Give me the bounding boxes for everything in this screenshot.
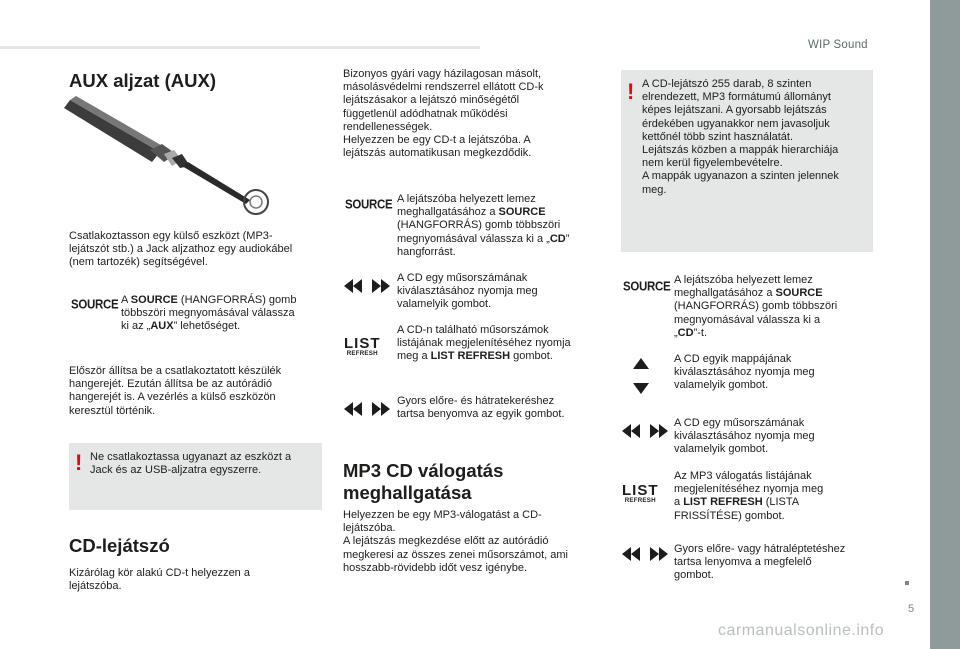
cd-track-select-text: A CD egy műsorszámának kiválasztásához nyomja meg valamelyik gombot. — [397, 272, 538, 311]
source-button-icon: SOURCE — [345, 198, 393, 212]
cd-list-refresh-text: A CD-n található műsorszámok listájának megjelenítéséhez nyomja meg a LIST REFRESH gombot. — [397, 324, 571, 363]
fast-forward-rewind-icon — [344, 402, 390, 416]
mp3-folder-select-text: A CD egyik mappájának kiválasztásához nyomja meg valamelyik gombot. — [674, 353, 815, 392]
top-rule — [0, 46, 480, 49]
cd-source-instruction: A lejátszóba helyezett lemez meghallgatásához a SOURCE (HANGFORRÁS) gomb többszöri megnyomásával válassza ki a „CD” hangforrást. — [397, 193, 570, 258]
mp3-intro: Helyezzen be egy MP3-válogatást a CD- lejátszóba. A lejátszás megkezdése előtt az autórádió megkeresi az összes zenei műsorszámot, ami hosszabb-rövidebb időt vesz igénybe. — [343, 509, 568, 574]
mp3-track-select-text: A CD egy műsorszámának kiválasztásához nyomja meg valamelyik gombot. — [674, 417, 815, 456]
page-number: 5 — [908, 603, 915, 615]
cd-intro: Kizárólag kör alakú CD-t helyezzen a lejátszóba. — [69, 567, 250, 593]
seek-buttons-icon — [622, 424, 668, 438]
list-refresh-icon: LIST REFRESH — [344, 335, 381, 357]
header-label: WIP Sound — [808, 39, 868, 51]
warning-icon: ! — [627, 79, 635, 104]
aux-warning-text: Ne csatlakoztassa ugyanazt az eszközt a Jack és az USB-aljzatra egyszerre. — [90, 451, 292, 477]
source-button-icon: SOURCE — [71, 298, 119, 312]
watermark: carmanualsonline.info — [718, 622, 885, 639]
mp3-warning-text: A CD-lejátszó 255 darab, 8 szinten elrendezett, MP3 formátumú állományt képes lejátszani. A gyorsabb lejátszás érdekében ugyanakkor nem javasoljuk kettőnél több szint használatát. Lejátszás közben a mappák hierarchiája nem kerül figyelembevételre. A mappák ugyanazon a szinten jelennek meg. — [642, 78, 839, 196]
list-refresh-icon: LIST REFRESH — [622, 482, 659, 504]
aux-volume-text: Először állítsa be a csatlakoztatott készülék hangerejét. Ezután állítsa be az autórádió hangerejét is. A vezérlés a külső eszközön keresztül történik. — [69, 365, 282, 417]
mp3-title: MP3 CD válogatás meghallgatása — [343, 460, 504, 503]
jack-plug-illustration — [64, 96, 274, 224]
fast-forward-rewind-icon — [622, 547, 668, 561]
mp3-list-refresh-text: Az MP3 válogatás listájának megjelenítéséhez nyomja meg a LIST REFRESH (LISTA FRISSÍTÉSE) gombot. — [674, 470, 824, 522]
aux-source-instruction: A SOURCE (HANGFORRÁS) gomb többszöri megnyomásával válassza ki az „AUX” lehetőséget. — [121, 294, 297, 333]
cd-title: CD-lejátszó — [69, 535, 170, 556]
aux-title: AUX aljzat (AUX) — [69, 70, 216, 91]
source-button-icon: SOURCE — [623, 280, 671, 294]
warning-icon: ! — [75, 450, 83, 475]
cd-fast-forward-text: Gyors előre- és hátratekeréshez tartsa benyomva az egyik gombot. — [397, 395, 565, 421]
seek-buttons-icon — [344, 279, 390, 293]
mp3-fast-forward-text: Gyors előre- vagy hátraléptetéshez tartsa lenyomva a megfelelő gombot. — [674, 543, 846, 582]
aux-intro: Csatlakoztasson egy külső eszközt (MP3- lejátszót stb.) a Jack aljzathoz egy audiokábel (nem tartozék) segítségével. — [69, 230, 293, 269]
mp3-source-instruction: A lejátszóba helyezett lemez meghallgatásához a SOURCE (HANGFORRÁS) gomb többszöri megnyomásával válassza ki a „CD”-t. — [674, 274, 838, 339]
cd-copy-protection-text: Bizonyos gyári vagy házilagosan másolt, másolásvédelmi rendszerrel ellátott CD-k lejátszásakor a lejátszó minőségétől függetlenül adódhatnak működési rendellenességek. Helyezzen be egy CD-t a lejátszóba. A lejátszás automatikusan megkezdődik. — [343, 68, 544, 160]
continue-marker — [905, 581, 909, 585]
folder-up-down-icon — [632, 358, 650, 394]
side-tab — [930, 0, 960, 649]
